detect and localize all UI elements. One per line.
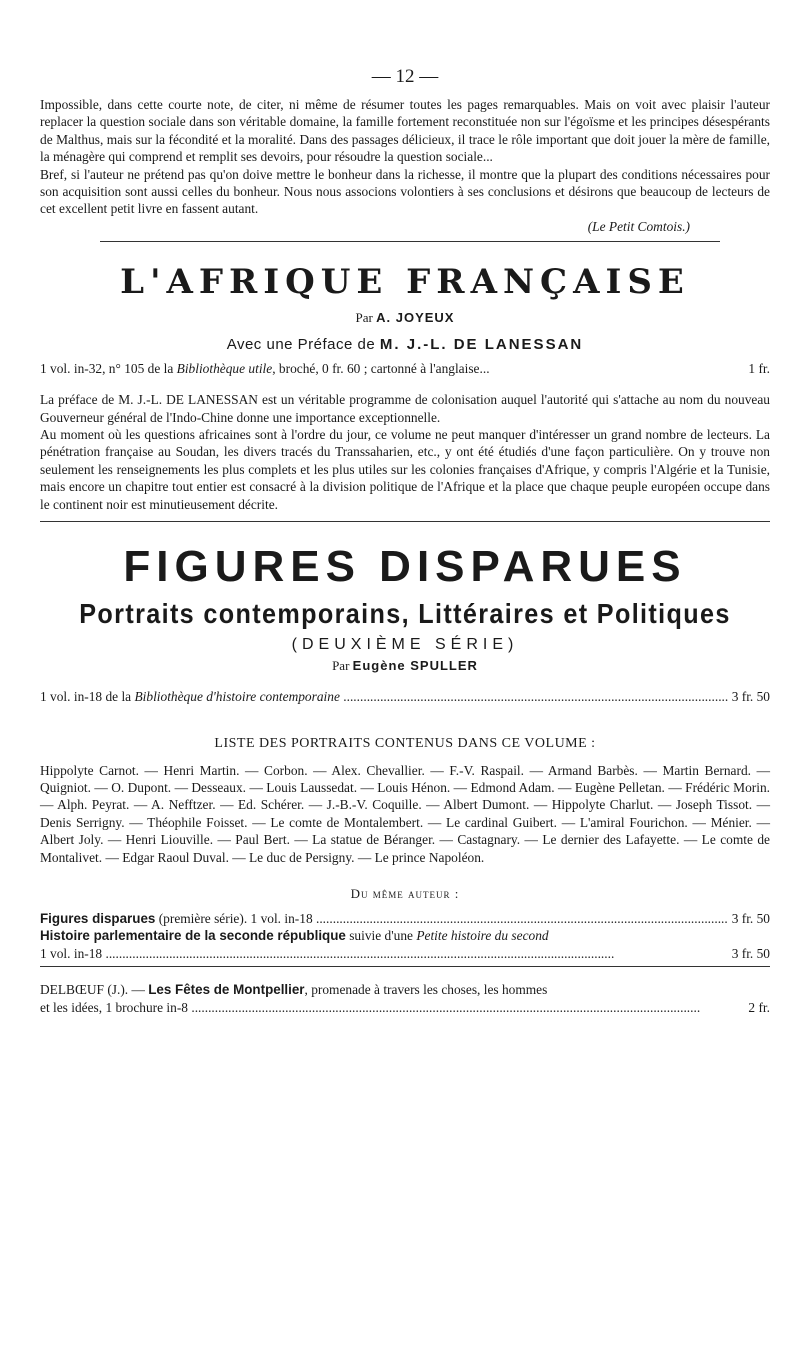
- delboeuf-rest: , promenade à travers les choses, les hommes: [304, 982, 548, 998]
- figures-title: FIGURES DISPARUES: [123, 542, 687, 592]
- review-paragraph-1: Impossible, dans cette courte note, de citer, ni même de résumer toutes les pages remarquables. Mais on voit avec plaisir l'auteur replacer la question sociale dans son véritable domaine, la famille fortement reconstituée non sur l'égoïsme et les principes désespérants de Malthus, mais sur la fécondité et la moralité. Dans des passages délicieux, il trace le rôle important que doit jouer la mère de famille, la ménagère qui comprend et remplit ses devoirs, pour résoudre la question sociale...: [40, 97, 770, 165]
- delboeuf-edition: et les idées, 1 brochure in-8 .....: [40, 999, 744, 1016]
- afrique-paragraph-2: Au moment où les questions africaines sont à l'ordre du jour, ce volume ne peut manquer d'intéresser un grand nombre de lecteurs. La pénétration française au Soudan, les divers tracés du Transsaharien, etc., y ont été étudiés d'une façon particulière. On y trouve non seulement les renseignements les plus complets et les plus utiles sur les colonies françaises d'Afrique, y compris l'Algérie et la Tunisie, mais encore un chapitre tout entier est consacré à la division politique de l'Afrique et la place que chaque peuple européen occupe dans le continent noir est minutieusement décrite.: [40, 427, 770, 512]
- histoire-price: 3 fr. 50: [731, 945, 770, 961]
- afrique-edition-line: [40, 361, 770, 377]
- histoire-edition: 1 vol. in-18 .....: [40, 945, 728, 962]
- du-meme-item-title: Figures disparues: [40, 910, 156, 926]
- du-meme-heading: Du même auteur :: [350, 885, 460, 901]
- histoire-edition-line: [40, 945, 770, 962]
- figures-edition-lead: 1 vol. in-18 de la: [40, 689, 135, 705]
- review-source: (Le Petit Comtois.): [587, 218, 690, 234]
- figures-edition-collection: Bibliothèque d'histoire contemporaine: [134, 689, 340, 705]
- afrique-preface-line: [40, 336, 770, 353]
- afrique-edition-rest: , broché, 0 fr. 60 ; cartonné à l'anglaise...: [272, 361, 490, 377]
- afrique-author-prefix: Par: [355, 310, 373, 326]
- delboeuf-line-2: [40, 999, 770, 1016]
- page: [40, 0, 770, 1016]
- afrique-edition: [40, 361, 748, 377]
- figures-edition-price: 3 fr. 50: [731, 689, 770, 705]
- afrique-paragraph-1: La préface de M. J.-L. DE LANESSAN est un véritable programme de colonisation auquel l'autorité qui s'attache au nom du nouveau Gouverneur général de l'Indo-Chine donne une importance exceptionnelle.: [40, 392, 770, 425]
- afrique-edition-price: 1 fr.: [748, 361, 770, 377]
- divider: [40, 966, 770, 967]
- histoire-italic: Petite histoire du second: [416, 928, 549, 944]
- figures-edition: [40, 688, 728, 705]
- divider: [100, 241, 720, 242]
- afrique-edition-collection: Bibliothèque utile: [176, 361, 273, 377]
- afrique-title: L'AFRIQUE FRANÇAISE: [120, 262, 690, 303]
- figures-author: Eugène SPULLER: [352, 658, 478, 674]
- figures-section: [40, 542, 770, 866]
- review-paragraph-2: Bref, si l'auteur ne prétend pas qu'on doive mettre le bonheur dans la richesse, il montre que la plupart des conditions nécessaires pour son acquisition sont aussi celles du bonheur. Nous nous associons volontiers à ses conclusions et désirons que beaucoup de lecteurs de cet excellent petit livre en fassent autant.: [40, 166, 770, 217]
- afrique-preface-author: M. J.-L. DE LANESSAN: [379, 336, 584, 354]
- delboeuf-author: DELBŒUF (J.). —: [40, 982, 149, 998]
- figures-edition-line: [40, 688, 770, 705]
- du-meme-section: [40, 886, 770, 967]
- review-section: [40, 96, 770, 242]
- histoire-line: [40, 927, 770, 944]
- du-meme-item-price: 3 fr. 50: [731, 910, 770, 926]
- afrique-author: A. JOYEUX: [376, 310, 455, 326]
- du-meme-item: [40, 910, 770, 927]
- figures-series: (DEUXIÈME SÉRIE): [291, 636, 519, 654]
- delboeuf-title: Les Fêtes de Montpellier: [148, 982, 305, 998]
- divider: [40, 521, 770, 522]
- afrique-section: [40, 262, 770, 522]
- figures-subtitle: Portraits contemporains, Littéraires et Politiques: [79, 598, 731, 630]
- delboeuf-section: [40, 981, 770, 1016]
- portraits-list-heading: LISTE DES PORTRAITS CONTENUS DANS CE VOLUME :: [214, 735, 596, 751]
- page-number: — 12 —: [371, 66, 439, 87]
- delboeuf-line-1: [40, 981, 770, 998]
- portraits-list: Hippolyte Carnot. — Henri Martin. — Corbon. — Alex. Chevallier. — F.-V. Raspail. — Armand Barbès. — Martin Bernard. — Quigniot. — O. Dupont. — Desseaux. — Louis Laussedat. — Louis Hénon. — Edmond Adam. — Eugène Pelletan. — Frédéric Morin. — Alph. Peyrat. — A. Nefftzer. — Ed. Schérer. — J.-B.-V. Coquille. — Albert Dumont. — Hippolyte Charlut. — Joseph Tissot. — Denis Serrigny. — Théophile Foisset. — Le comte de Montalembert. — Le cardinal Guibert. — L'amiral Fourichon. — Ménier. — Albert Joly. — Henri Liouville. — Paul Bert. — La statue de Béranger. — Castagnary. — Le dernier des Lafayette. — Le comte de Montalivet. — Edgar Raoul Duval. — Le duc de Persigny. — Le prince Napoléon.: [40, 762, 770, 865]
- histoire-rest: suivie d'une: [345, 928, 417, 944]
- afrique-preface-prefix: Avec une Préface de: [226, 336, 376, 354]
- afrique-edition-lead: 1 vol. in-32, n° 105 de la: [40, 361, 177, 377]
- figures-author-prefix: Par: [332, 658, 350, 674]
- figures-author-line: [40, 658, 770, 674]
- delboeuf-price: 2 fr.: [748, 999, 770, 1015]
- du-meme-item-rest: (première série). 1 vol. in-18: [155, 910, 313, 926]
- histoire-title: Histoire parlementaire de la seconde république: [40, 928, 346, 944]
- afrique-author-line: [40, 310, 770, 326]
